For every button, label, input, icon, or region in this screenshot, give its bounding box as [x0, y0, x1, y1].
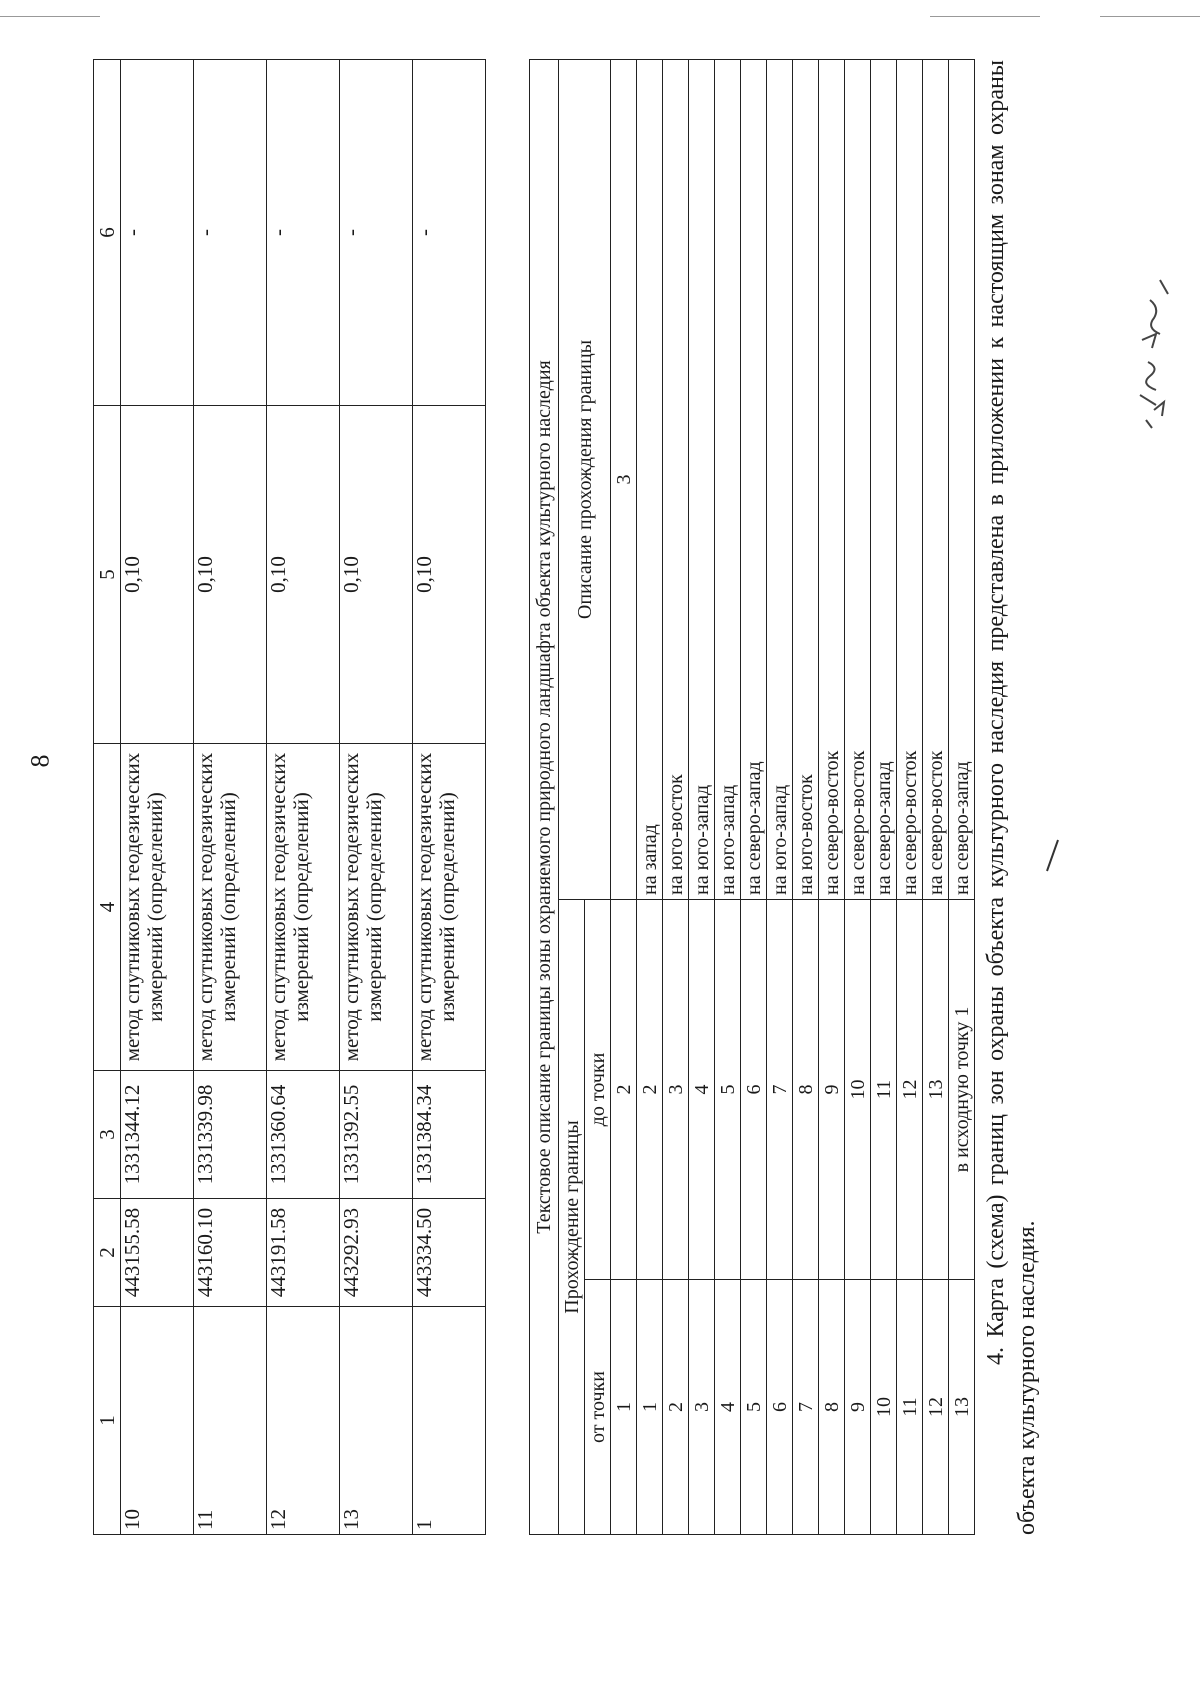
- to-point: 11: [871, 900, 897, 1280]
- x-coordinate: 443191.58: [267, 1199, 340, 1307]
- column-number: 5: [94, 406, 121, 744]
- y-coordinate: 1331392.55: [340, 1071, 413, 1199]
- direction-description: на северо-запад: [871, 60, 897, 900]
- to-point: 10: [845, 900, 871, 1280]
- column-number: 3: [94, 1071, 121, 1199]
- from-point: 4: [715, 1280, 741, 1535]
- from-point-header: от точки: [585, 1280, 611, 1535]
- table-row: [897, 60, 923, 1535]
- accuracy-value: 0,10: [267, 406, 340, 744]
- from-point: 11: [897, 1280, 923, 1535]
- body-paragraph: 4. Карта (схема) границ зон охраны объекта культурного наследия представлена в приложении к настоящим зонам охраны объекта культурного наследия.: [983, 60, 1040, 1535]
- point-number: 11: [194, 1307, 267, 1535]
- accuracy-value: 0,10: [121, 406, 194, 744]
- signature-scribble: [1120, 270, 1190, 440]
- note-value: -: [194, 60, 267, 406]
- from-point: 2: [663, 1280, 689, 1535]
- column-number: 6: [94, 60, 121, 406]
- from-point: 1: [637, 1280, 663, 1535]
- table-row: [793, 60, 819, 1535]
- point-number: 10: [121, 1307, 194, 1535]
- determination-method: метод спутниковых геодезических измерений (определений): [194, 744, 267, 1071]
- table-title: Текстовое описание границы зоны охраняемого природного ландшафта объекта культурного наследия: [530, 60, 559, 1535]
- from-point: 9: [845, 1280, 871, 1535]
- column-number: 2: [94, 1199, 121, 1307]
- direction-description: на юго-восток: [793, 60, 819, 900]
- table-row: [845, 60, 871, 1535]
- description-header: Описание прохождения границы: [559, 60, 611, 900]
- to-point: 2: [637, 900, 663, 1280]
- direction-description: на северо-восток: [923, 60, 949, 900]
- column-number: 1: [94, 1307, 121, 1535]
- to-point: 12: [897, 900, 923, 1280]
- to-point: 6: [741, 900, 767, 1280]
- scan-edge-mark: [0, 16, 100, 17]
- determination-method: метод спутниковых геодезических измерений (определений): [413, 744, 486, 1071]
- table-row: [767, 60, 793, 1535]
- scan-edge-mark: [930, 16, 1040, 17]
- table-title-row: [530, 60, 559, 1535]
- direction-description: на юго-запад: [767, 60, 793, 900]
- table-row: [637, 60, 663, 1535]
- from-point: 12: [923, 1280, 949, 1535]
- column-number: 1: [611, 1280, 637, 1535]
- table-row: [689, 60, 715, 1535]
- from-point: 7: [793, 1280, 819, 1535]
- coordinates-table: [93, 59, 486, 1535]
- pen-stroke: [1042, 838, 1062, 874]
- to-point: 3: [663, 900, 689, 1280]
- accuracy-value: 0,10: [194, 406, 267, 744]
- scan-edge-mark: [1100, 16, 1200, 17]
- y-coordinate: 1331344.12: [121, 1071, 194, 1199]
- note-value: -: [267, 60, 340, 406]
- y-coordinate: 1331384.34: [413, 1071, 486, 1199]
- y-coordinate: 1331360.64: [267, 1071, 340, 1199]
- note-value: -: [121, 60, 194, 406]
- from-point: 3: [689, 1280, 715, 1535]
- direction-description: на северо-запад: [741, 60, 767, 900]
- from-point: 13: [949, 1280, 975, 1535]
- table-row: [121, 60, 194, 1535]
- direction-description: на юго-запад: [689, 60, 715, 900]
- direction-description: на северо-запад: [949, 60, 975, 900]
- table-row: [413, 60, 486, 1535]
- from-point: 5: [741, 1280, 767, 1535]
- point-number: 13: [340, 1307, 413, 1535]
- page-number: 8: [25, 754, 55, 768]
- direction-description: на северо-восток: [819, 60, 845, 900]
- note-value: -: [340, 60, 413, 406]
- table-row: [819, 60, 845, 1535]
- column-number: 3: [611, 60, 637, 900]
- x-coordinate: 443292.93: [340, 1199, 413, 1307]
- direction-description: на запад: [637, 60, 663, 900]
- table-row: [871, 60, 897, 1535]
- to-point: 5: [715, 900, 741, 1280]
- to-point: 13: [923, 900, 949, 1280]
- boundary-description-table: [529, 59, 975, 1535]
- direction-description: на юго-запад: [715, 60, 741, 900]
- table-row: [340, 60, 413, 1535]
- table-row: [715, 60, 741, 1535]
- passage-header: Прохождение границы: [559, 900, 585, 1535]
- table-header-row: [559, 60, 585, 1535]
- from-point: 6: [767, 1280, 793, 1535]
- column-number: 2: [611, 900, 637, 1280]
- table-header-row: [94, 60, 121, 1535]
- direction-description: на северо-восток: [897, 60, 923, 900]
- column-number-row: [611, 60, 637, 1535]
- accuracy-value: 0,10: [340, 406, 413, 744]
- note-value: -: [413, 60, 486, 406]
- table-row: [194, 60, 267, 1535]
- boundary-description-section: [529, 60, 1043, 1535]
- to-point: в исходную точку 1: [949, 900, 975, 1280]
- direction-description: на юго-восток: [663, 60, 689, 900]
- point-number: 12: [267, 1307, 340, 1535]
- to-point-header: до точки: [585, 900, 611, 1280]
- table-row: [663, 60, 689, 1535]
- determination-method: метод спутниковых геодезических измерений (определений): [340, 744, 413, 1071]
- determination-method: метод спутниковых геодезических измерений (определений): [121, 744, 194, 1071]
- y-coordinate: 1331339.98: [194, 1071, 267, 1199]
- x-coordinate: 443160.10: [194, 1199, 267, 1307]
- table-row: [923, 60, 949, 1535]
- rotated-content: [93, 60, 1043, 1535]
- from-point: 10: [871, 1280, 897, 1535]
- to-point: 9: [819, 900, 845, 1280]
- direction-description: на северо-восток: [845, 60, 871, 900]
- accuracy-value: 0,10: [413, 406, 486, 744]
- to-point: 7: [767, 900, 793, 1280]
- table-row: [267, 60, 340, 1535]
- table-row: [741, 60, 767, 1535]
- determination-method: метод спутниковых геодезических измерений (определений): [267, 744, 340, 1071]
- x-coordinate: 443334.50: [413, 1199, 486, 1307]
- table-row: [949, 60, 975, 1535]
- column-number: 4: [94, 744, 121, 1071]
- to-point: 4: [689, 900, 715, 1280]
- x-coordinate: 443155.58: [121, 1199, 194, 1307]
- point-number: 1: [413, 1307, 486, 1535]
- from-point: 8: [819, 1280, 845, 1535]
- to-point: 8: [793, 900, 819, 1280]
